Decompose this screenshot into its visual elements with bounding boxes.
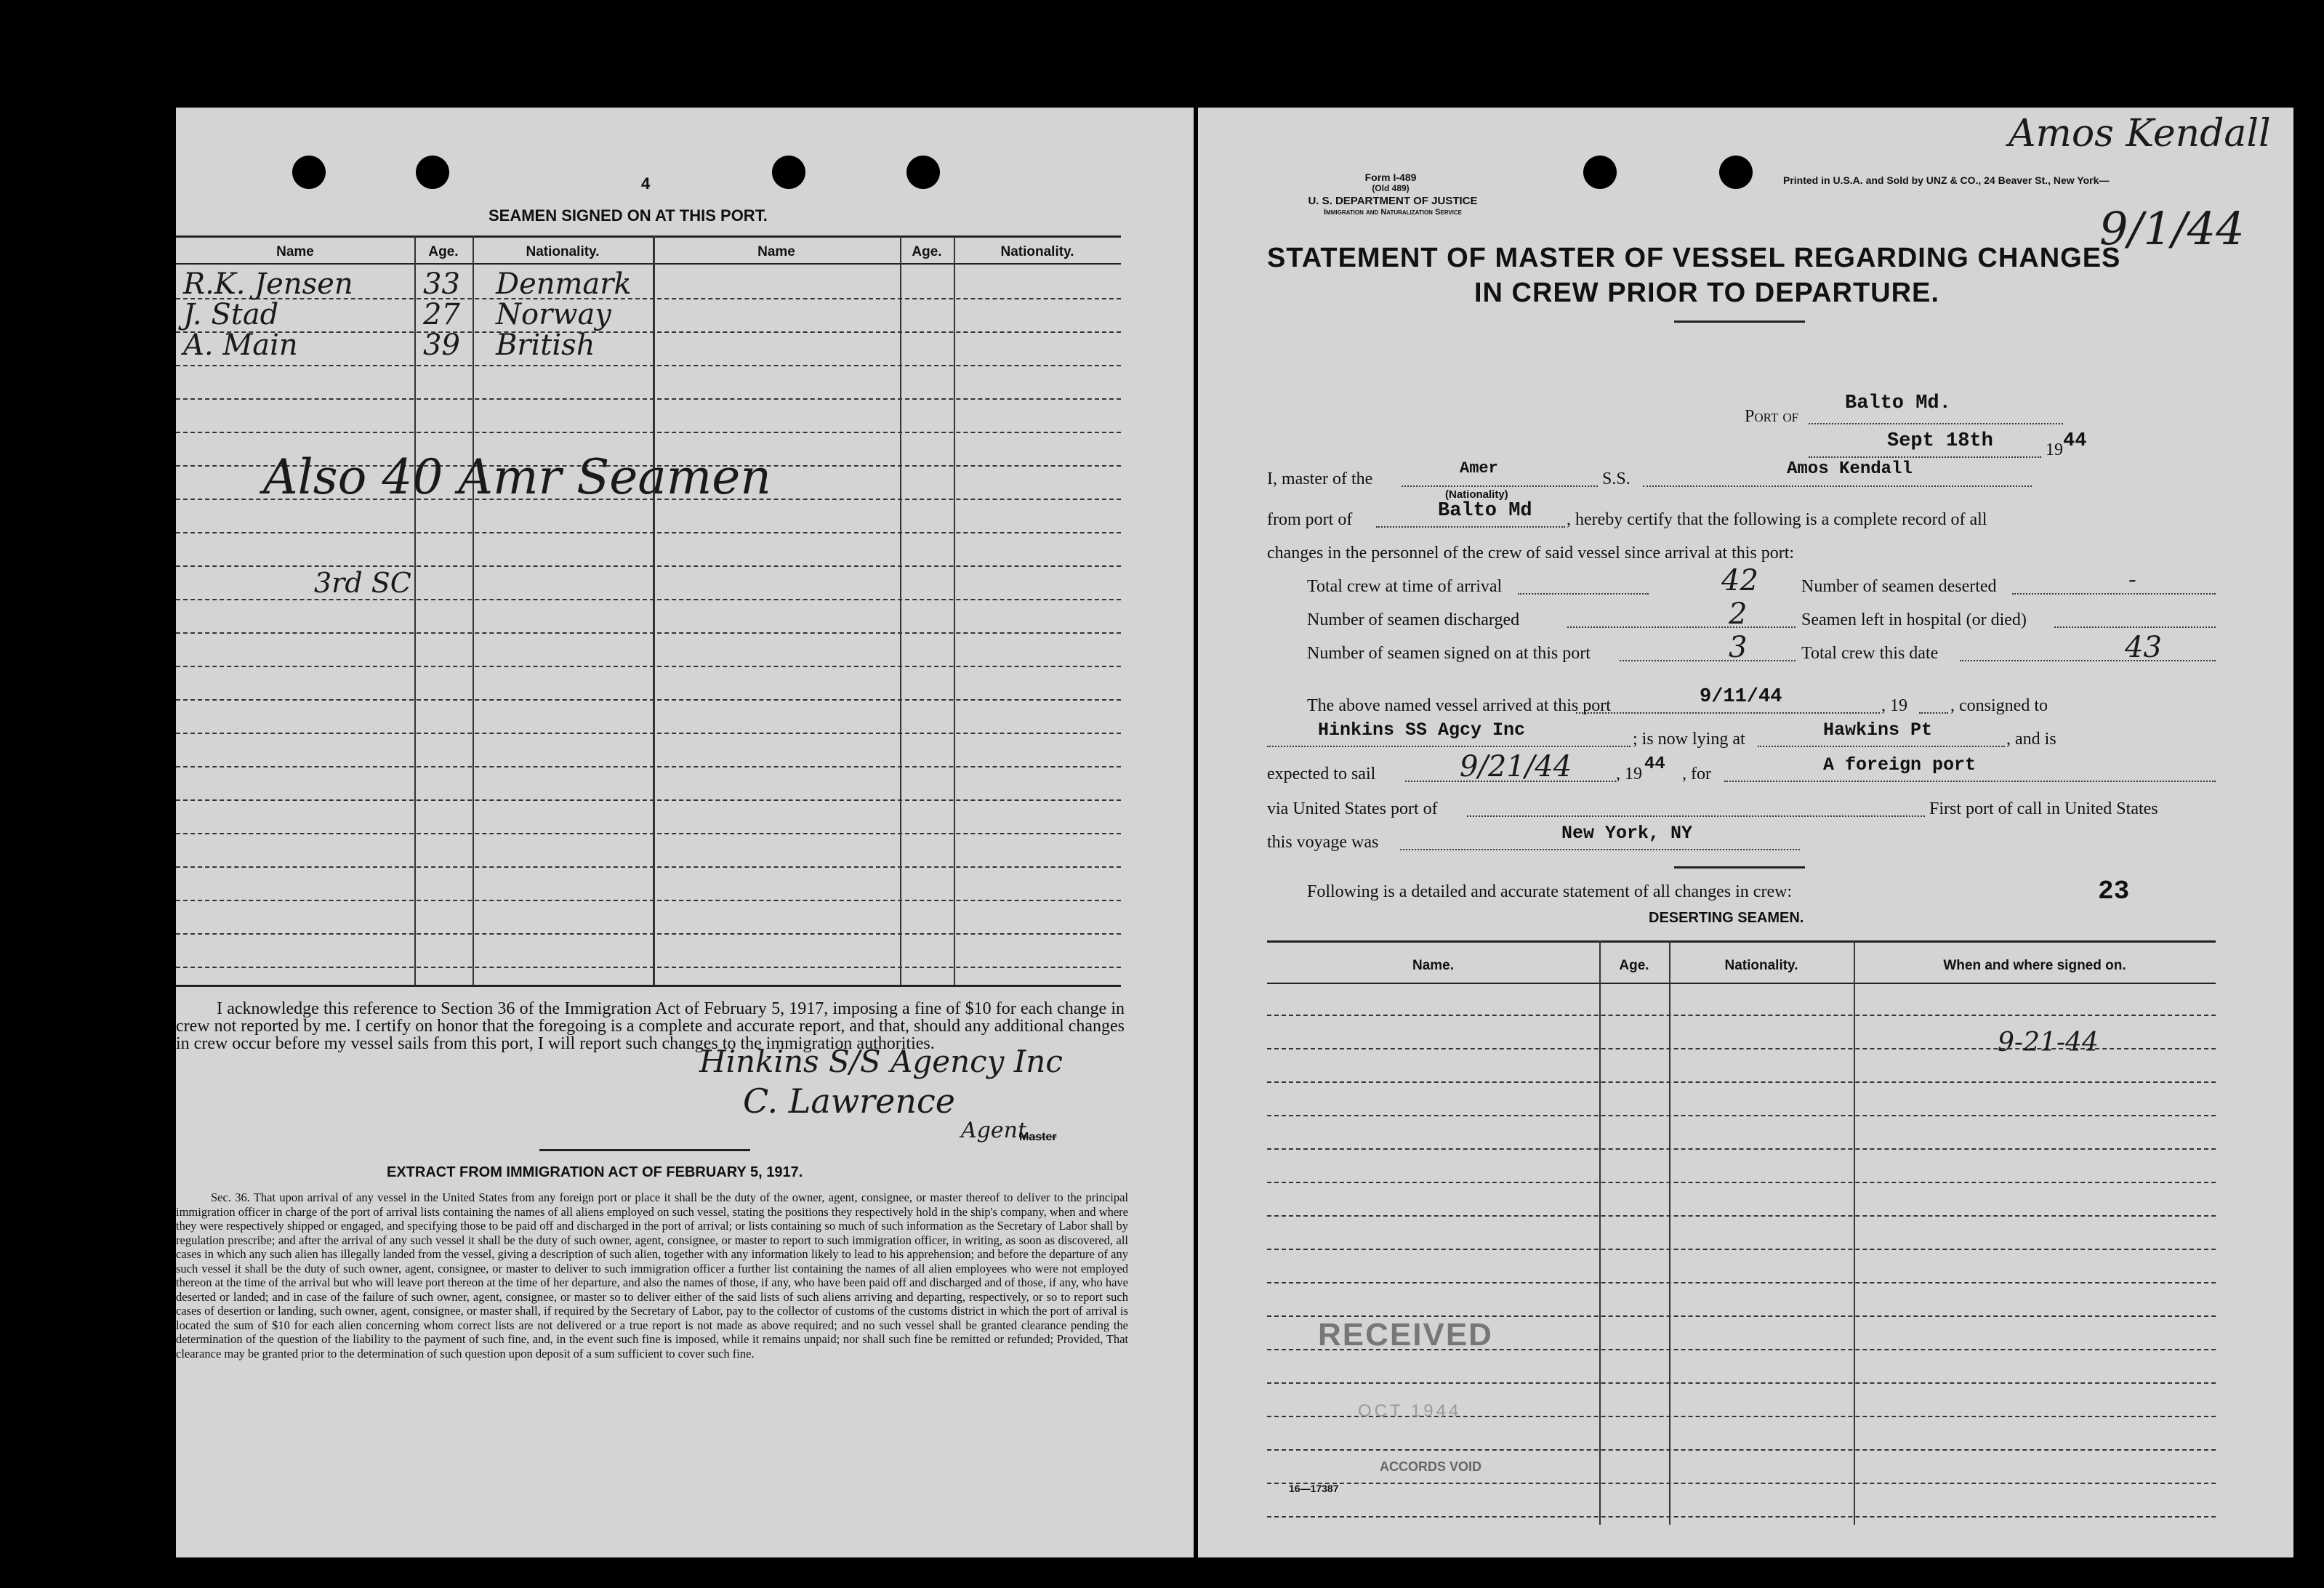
col-header-age: Age. [428, 244, 459, 259]
form-number: Form I-489 [1364, 172, 1417, 183]
right-form-page [1198, 108, 2293, 1557]
punch-hole [1583, 156, 1617, 189]
table-header-rule [176, 263, 1121, 265]
discharged-label: Number of seamen discharged [1307, 610, 1520, 629]
col-header-name: Name [276, 244, 314, 259]
handwritten-date: 9/1/44 [2099, 202, 2245, 255]
col-divider [954, 235, 955, 985]
extract-title: EXTRACT FROM IMMIGRATION ACT OF FEBRUARY 5, 1917. [387, 1164, 803, 1180]
certify-text: , hereby certify that the following is a complete record of all [1567, 510, 1987, 529]
ss-label: S.S. [1602, 469, 1631, 488]
signed-on-value: 3 [1729, 631, 1748, 664]
table-header-rule [1267, 983, 2216, 984]
col-header-signed-on: When and where signed on. [1943, 958, 2126, 973]
deserting-title: DESERTING SEAMEN. [1649, 910, 1804, 926]
year-prefix: 19 [2046, 440, 2063, 459]
table-top-rule [176, 235, 1121, 238]
handwritten-signed-date: 9-21-44 [1998, 1028, 2099, 1057]
lying-value: Hawkins Pt [1823, 720, 1933, 741]
col-divider [1854, 940, 1855, 1525]
deserted-value: - [2128, 565, 2136, 593]
from-port-value: Balto Md [1438, 500, 1532, 522]
first-call-label: First port of call in United States [1929, 799, 2158, 818]
agent-signature: C. Lawrence [743, 1081, 955, 1121]
master-caption: Master [1019, 1131, 1057, 1143]
seaman-name: J. Stad [183, 298, 279, 331]
col-divider [414, 235, 416, 985]
col-divider [473, 235, 474, 985]
agency-signature: Hinkins S/S Agency Inc [699, 1044, 1063, 1079]
signed-on-label: Number of seamen signed on at this port [1307, 644, 1591, 663]
form-title-line1: STATEMENT OF MASTER OF VESSEL REGARDING CHANGES [1267, 243, 2121, 273]
handwritten-vessel-name: Amos Kendall [2009, 112, 2271, 156]
handwritten-note: Also 40 Amr Seamen [263, 449, 771, 505]
col-header-nationality: Nationality. [1724, 958, 1798, 973]
from-port-label: from port of [1267, 510, 1353, 529]
total-date-value: 43 [2125, 631, 2162, 664]
lying-label: ; is now lying at [1633, 730, 1745, 749]
punch-hole [416, 156, 449, 189]
seaman-name: A. Main [183, 329, 298, 362]
table-bottom-rule [176, 985, 1121, 987]
col-header-age: Age. [1619, 958, 1649, 973]
service-name: Immigration and Naturalization Service [1323, 208, 1462, 217]
department-name: U. S. DEPARTMENT OF JUSTICE [1308, 195, 1478, 207]
extract-rule [539, 1149, 750, 1151]
destination-value: A foreign port [1823, 754, 1977, 775]
expected-label: expected to sail [1267, 765, 1376, 783]
consignee-value: Hinkins SS Agcy Inc [1318, 720, 1526, 741]
total-arrival-value: 42 [1721, 564, 1758, 597]
via-label: via United States port of [1267, 799, 1438, 818]
voyage-label: this voyage was [1267, 833, 1379, 852]
page-stamp-number: 23 [2098, 876, 2130, 906]
agent-title: Agent [961, 1118, 1026, 1143]
form-old-number: (Old 489) [1372, 183, 1410, 193]
seaman-age: 39 [423, 329, 460, 362]
received-stamp-date: OCT 1944 [1358, 1401, 1462, 1421]
arrived-value: 9/11/44 [1700, 686, 1782, 708]
col-divider [1669, 940, 1670, 1525]
punch-hole [1719, 156, 1753, 189]
hospital-label: Seamen left in hospital (or died) [1801, 610, 2027, 629]
arrived-label: The above named vessel arrived at this port [1307, 696, 1611, 715]
col-header-nationality: Nationality. [526, 244, 600, 259]
seaman-nationality: British [496, 329, 595, 362]
deserted-label: Number of seamen deserted [1801, 577, 1997, 596]
expected-value: 9/21/44 [1460, 750, 1572, 783]
for-label: , for [1682, 765, 1711, 783]
table-top-rule [1267, 940, 2216, 943]
col-divider [653, 235, 655, 985]
acknowledgement-paragraph: I acknowledge this reference to Section 36 of the Immigration Act of February 5, 1917, imposing a fine of $10 for each change in crew not reported by me. I certify on honor that the foregoing is a complete and accurate report, and that, should any additional changes in crew occur before my vessel sails from this port, I will report such changes to the immigration authorities. [176, 999, 1125, 1053]
punch-hole [906, 156, 940, 189]
expected-year-value: 44 [1644, 754, 1665, 774]
year-value: 44 [2063, 430, 2087, 452]
and-is-label: , and is [2006, 730, 2056, 749]
port-value: Balto Md. [1845, 392, 1951, 414]
master-label: I, master of the [1267, 469, 1373, 488]
col-header-name: Name [757, 244, 795, 259]
port-label: Port of [1745, 407, 1799, 426]
following-label: Following is a detailed and accurate statement of all changes in crew: [1307, 882, 1793, 901]
seaman-name: R.K. Jensen [183, 267, 353, 301]
expected-year-prefix: , 19 [1616, 765, 1642, 783]
form-title-line2: IN CREW PRIOR TO DEPARTURE. [1474, 278, 1939, 308]
punch-hole [292, 156, 326, 189]
page-number: 4 [641, 174, 651, 193]
seaman-nationality: Norway [496, 298, 611, 331]
seaman-nationality: Denmark [496, 267, 632, 301]
col-header-name: Name. [1412, 958, 1455, 973]
voyage-rule [1674, 866, 1805, 868]
extract-text: Sec. 36. That upon arrival of any vessel in the United States from any foreign port or place it shall be the duty of the owner, agent, consignee, or master thereof to deliver to the principal immigration officer in charge of the port of arrival lists containing the names of all aliens employed on such vessel, stating the positions they respectively hold in the ship's company, when and where they were respectively shipped or engaged, and specifying those to be paid off and discharged in the port of arrival; or lists containing so much of such information as the Secretary of Labor shall by regulation prescribe; and after the arrival of any such vessel it shall be the duty of such owner, agent, consignee, or master to report to such immigration officer, in writing, as soon as discovered, all cases in which any such alien has illegally landed from the vessel, giving a description of such alien, together with any information likely to lead to his apprehension; and before the departure of any such vessel it shall be the duty of such owner, agent, consignee, or master to deliver to such immigration officer a further list containing the names of all alien employees who were not employed thereon at the time of the arrival but who will leave port thereon at the time of her departure, and also the names of those, if any, who have been paid off and discharged and of those, if any, who have deserted or landed; and in case of the failure of such owner, agent, consignee, or master so to deliver either of the said lists of such aliens arriving and departing, respectively, or so to report such cases of desertion or landing, such owner, agent, consignee, or master shall, if required by the Secretary of Labor, pay to the collector of customs of the customs district in which the port of arrival is located the sum of $10 for each alien concerning whom correct lists are not delivered or a true report is not made as above required; and no such vessel shall be granted clearance pending the determination of the question of the liability to the payment of such fine, and, in the event such fine is imposed, while it remains unpaid; nor shall such fine be remitted or refunded; Provided, That clearance may be granted prior to the determination of such question upon deposit of a sum sufficient to cover such fine. [176, 1190, 1128, 1361]
discharged-value: 2 [1729, 597, 1748, 631]
printer-credit: Printed in U.S.A. and Sold by UNZ & CO., 24 Beaver St., New York— [1783, 174, 2110, 186]
consigned-label: , consigned to [1950, 696, 2048, 715]
title-rule [1674, 321, 1805, 323]
footer-code: 16—17387 [1289, 1483, 1339, 1494]
left-form-page [176, 108, 1194, 1557]
seamen-signed-title: SEAMEN SIGNED ON AT THIS PORT. [488, 206, 768, 225]
col-header-age: Age. [912, 244, 942, 259]
seaman-age: 33 [423, 267, 460, 301]
punch-hole [772, 156, 805, 189]
changes-text: changes in the personnel of the crew of said vessel since arrival at this port: [1267, 544, 1795, 563]
voyage-value: New York, NY [1561, 823, 1693, 844]
total-arrival-label: Total crew at time of arrival [1307, 577, 1503, 596]
stamp-bottom-text: ACCORDS VOID [1380, 1459, 1482, 1474]
total-date-label: Total crew this date [1801, 644, 1939, 663]
vessel-nationality: Amer [1460, 459, 1498, 477]
date-value: Sept 18th [1887, 430, 1993, 452]
col-divider [900, 235, 901, 985]
received-stamp: RECEIVED [1318, 1317, 1493, 1353]
seaman-age: 27 [423, 298, 460, 331]
nationality-caption: (Nationality) [1445, 488, 1508, 501]
handwritten-note-small: 3rd SC [314, 567, 411, 599]
arrived-year: , 19 [1881, 696, 1907, 715]
col-divider [1599, 940, 1601, 1525]
vessel-name: Amos Kendall [1787, 459, 1913, 479]
col-header-nationality: Nationality. [1000, 244, 1074, 259]
